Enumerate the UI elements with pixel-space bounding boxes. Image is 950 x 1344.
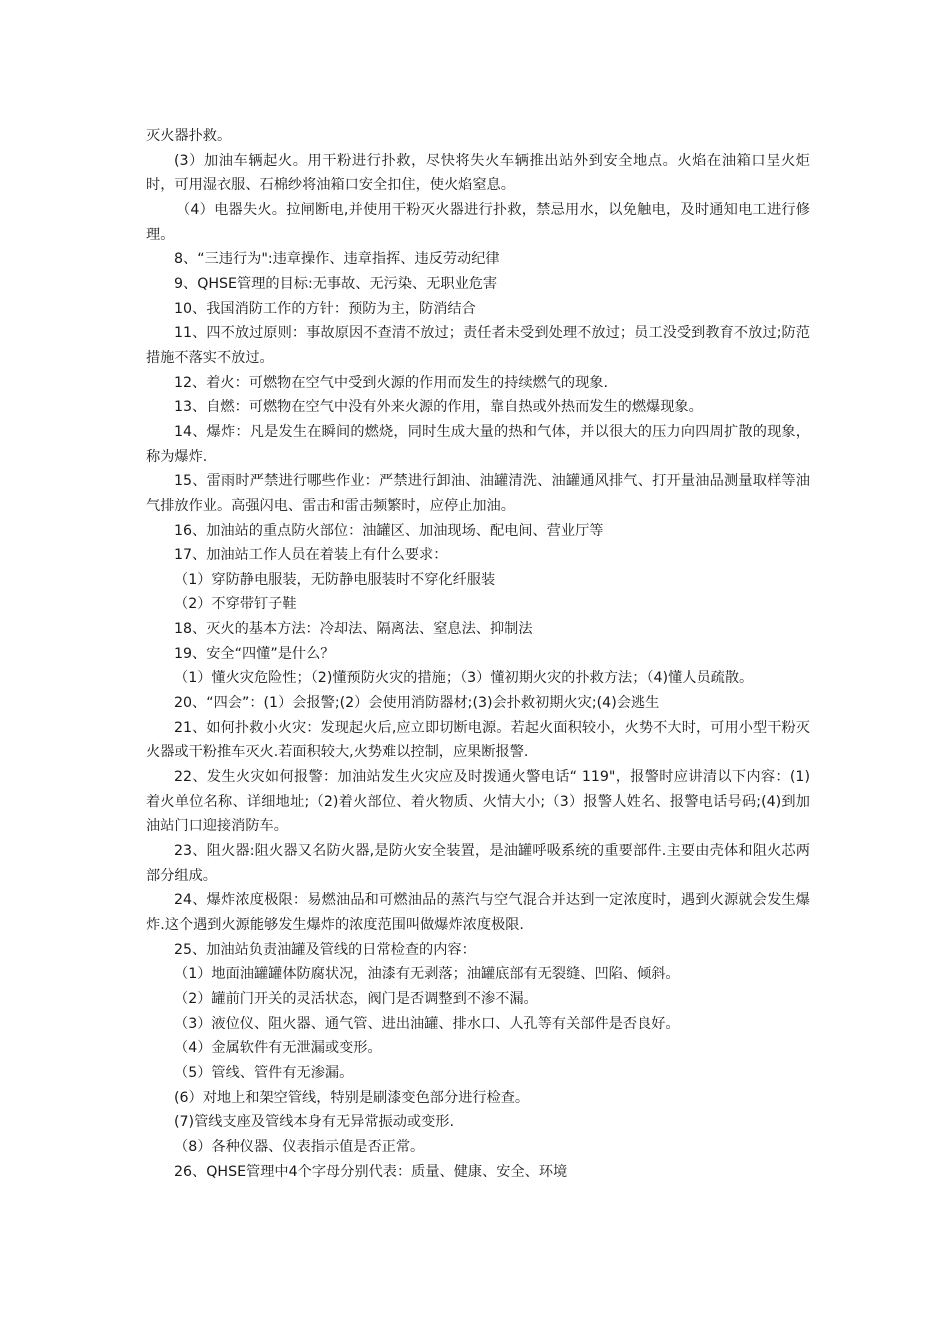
paragraph: （1）穿防静电服装，无防静电服装时不穿化纤服装: [174, 571, 496, 588]
paragraph: 26、QHSE管理中4个字母分别代表：质量、健康、安全、环境: [174, 1163, 568, 1180]
paragraph: 15、雷雨时严禁进行哪些作业：严禁进行卸油、油罐清洗、油罐通风排气、打开量油品测量取样等油气排放作业。高强闪电、雷击和雷击频繁时，应停止加油。: [146, 473, 810, 514]
paragraph: （4）电器失火。拉闸断电,并使用干粉灭火器进行扑救，禁忌用水，以免触电，及时通知电工进行修理。: [146, 201, 810, 243]
paragraph: 16、加油站的重点防火部位：油罐区、加油现场、配电间、营业厅等: [174, 522, 604, 539]
paragraph: 9、QHSE管理的目标:无事故、无污染、无职业危害: [174, 275, 498, 292]
paragraph: 23、阻火器:阻火器又名防火器,是防火安全装置，是油罐呼吸系统的重要部件.主要由壳体和阻火芯两部分组成。: [146, 843, 810, 884]
paragraph: （1）懂火灾危险性；（2)懂预防火灾的措施；（3）懂初期火灾的扑救方法；（4)懂人员疏散。: [174, 670, 754, 687]
paragraph: 25、加油站负责油罐及管线的日常检查的内容：: [174, 941, 476, 958]
paragraph: 灭火器扑救。: [146, 128, 232, 144]
paragraph: 18、灭火的基本方法：冷却法、隔离法、窒息法、抑制法: [174, 621, 533, 638]
paragraph: （4）金属软件有无泄漏或变形。: [174, 1040, 382, 1057]
paragraph: (7)管线支座及管线本身有无异常振动或变形.: [174, 1114, 454, 1131]
paragraph: （2）不穿带钉子鞋: [174, 596, 297, 613]
paragraph: (3）加油车辆起火。用干粉进行扑救，尽快将失火车辆推出站外到安全地点。火焰在油箱口呈火炬时，可用湿衣服、石棉纱将油箱口安全扣住，使火焰窒息。: [146, 152, 810, 194]
paragraph: 21、如何扑救小火灾：发现起火后,应立即切断电源。若起火面积较小，火势不大时，可用小型干粉灭火器或干粉推车灭火.若面积较大,火势难以控制，应果断报警.: [146, 719, 810, 761]
paragraph: 10、我国消防工作的方针：预防为主，防消结合: [174, 300, 476, 317]
document-body: [146, 124, 810, 1184]
paragraph: 22、发生火灾如何报警：加油站发生火灾应及时拨通火警电话“ 119"，报警时应讲清以下内容：(1)着火单位名称、详细地址;（2)着火部位、着火物质、火情大小;（3）报警人姓名、报警电话号码;(4)到加油站门口迎接消防车。: [146, 769, 810, 835]
paragraph: 11、四不放过原则：事故原因不查清不放过；责任者未受到处理不放过；员工没受到教育不放过;防范措施不落实不放过。: [146, 325, 810, 366]
paragraph: （8）各种仪器、仪表指示值是否正常。: [174, 1138, 425, 1155]
paragraph: （1）地面油罐罐体防腐状况，油漆有无剥落；油罐底部有无裂缝、凹陷、倾斜。: [174, 966, 680, 983]
paragraph: 17、加油站工作人员在着装上有什么要求：: [174, 547, 448, 564]
paragraph: 19、安全“四懂”是什么？: [174, 645, 335, 662]
paragraph: 24、爆炸浓度极限：易燃油品和可燃油品的蒸汽与空气混合并达到一定浓度时，遇到火源就会发生爆炸.这个遇到火源能够发生爆炸的浓度范围叫做爆炸浓度极限.: [146, 892, 810, 933]
paragraph: 12、着火：可燃物在空气中受到火源的作用而发生的持续燃气的现象.: [174, 374, 609, 391]
paragraph: 8、“三违行为":违章操作、违章指挥、违反劳动纪律: [174, 251, 500, 268]
paragraph: （3）液位仪、阻火器、通气管、进出油罐、排水口、人孔等有关部件是否良好。: [174, 1015, 680, 1032]
paragraph: 14、爆炸：凡是发生在瞬间的燃烧，同时生成大量的热和气体，并以很大的压力向四周扩散的现象，称为爆炸.: [146, 423, 810, 465]
paragraph: 20、“四会”：(1）会报警;(2）会使用消防器材;(3)会扑救初期火灾;(4)会逃生: [174, 695, 660, 712]
paragraph: （5）管线、管件有无渗漏。: [174, 1064, 354, 1081]
paragraph: 13、自燃：可燃物在空气中没有外来火源的作用，靠自热或外热而发生的燃爆现象。: [174, 399, 703, 416]
paragraph: (6）对地上和架空管线，特别是刷漆变色部分进行检查。: [174, 1089, 530, 1106]
paragraph: （2）罐前门开关的灵活状态，阀门是否调整到不渗不漏。: [174, 990, 538, 1007]
